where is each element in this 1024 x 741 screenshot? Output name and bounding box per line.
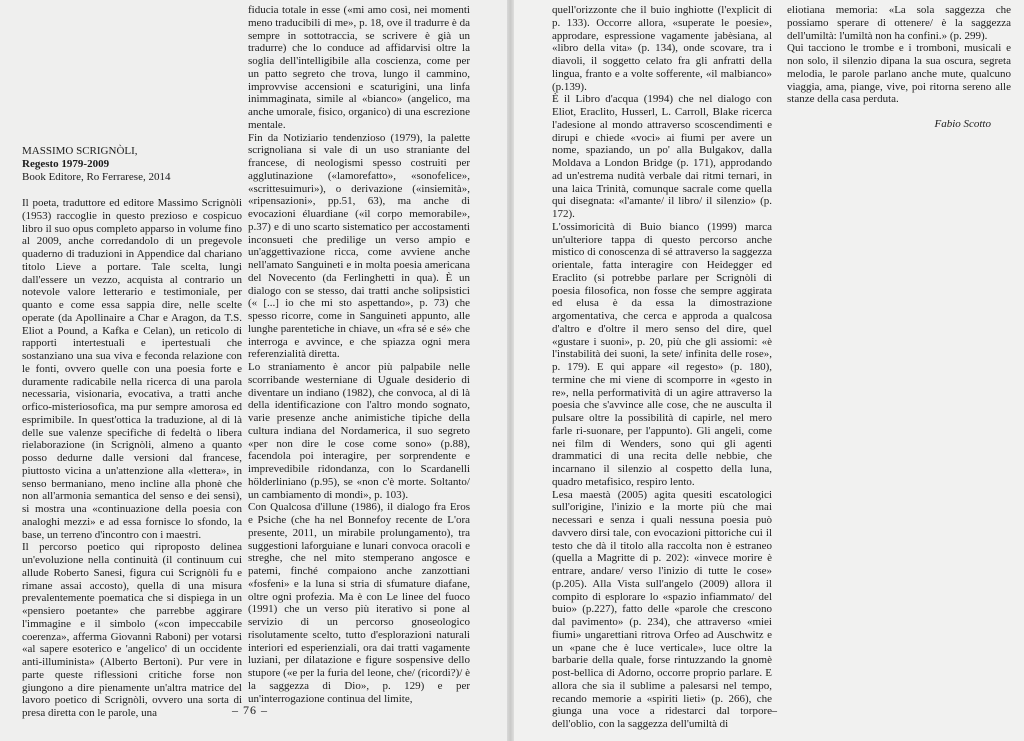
paragraph: fiducia totale in esse («mi amo così, nei momenti meno traducibili di me», p. 18, ove il tradurre è da sempre in sottotraccia, se scrivere è già un tradurre) che lo conduce ad affidarvisi oltre la soglia dell'intelligibile alla coscienza, come per un patto segreto che trova, lungo il cammino, improvvise accensioni e scaturigini, una linfa inimmaginata, simile al «bianco» (angelico, ma anche umorale, fisico, organico) di una escrezione mentale. xyxy=(248,4,470,131)
paragraph: eliotiana memoria: «La sola saggezza che possiamo sperare di ottenere/ è la saggezza dell'umiltà: l'umiltà non ha confini.» (p. 299). xyxy=(787,4,1011,42)
page-number-right: – xyxy=(771,703,778,717)
review-author: MASSIMO SCRIGNÒLI, xyxy=(22,145,138,157)
left-column-2 xyxy=(248,4,470,705)
right-column-1 xyxy=(552,4,772,731)
paragraph: Con Qualcosa d'illune (1986), il dialogo fra Eros e Psiche (che ha nel Bonnefoy recente de L'ora presente, 2011, un mirabile prolungamento), tra suggestioni laforguiane e lunari convoca oracoli e streghe, che nel mito stemperano angosce e patemi, finché compaiono anche zanzottiani «fosfeni» e la luna si stria di sfumature diafane, oltre ogni profezia. Ma è con Le linee del fuoco (1991) che un verso più iterativo si pone al servizio di un percorso gnoseologico risolutamente scelto, tutto d'esplorazioni naturali interiori ed esperienziali, ora dai tratti vagamente luziani, per dilatazione e figure sospensive dello stupore («e per la furia del leone, che/ (ricordi?)/ è la saggezza di Dio», p. 129) e per un'interrogazione continua del limite, xyxy=(248,501,470,705)
left-column-1 xyxy=(22,145,242,720)
review-book-title: Regesto 1979-2009 xyxy=(22,158,110,170)
review-signature: Fabio Scotto xyxy=(934,118,991,130)
paragraph: Qui tacciono le trombe e i tromboni, musicali e non solo, il silenzio dipana la sua oscura, segreta melodia, le parole parlano anche mute, qualcuno viaggia, ama, piange, vive, poi ritorna sereno alle stanze della casa perduta. xyxy=(787,42,1011,106)
page-number-left: – 76 – xyxy=(232,703,268,717)
paragraph: Il poeta, traduttore ed editore Massimo Scrignòli (1953) raccoglie in questo prezioso e cospicuo libro il suo opus completo apparso in volume fino al 2009, anche corredandolo di un pregevole quaderno di traduzioni in Appendice dal chariano titolo Lieve a portare. Tale scelta, lungi dall'essere un vezzo, acquista al contrario un notevole valore letterario e testimoniale, per quanto e come essa sappia dire, nelle scelte operate (da Apollinaire a Char e Aragon, da T.S. Eliot a Pound, a Kafka e Celan), un reticolo di rapporti intertestuali e ipertestuali che sostanziano una sua viva e feconda relazione con le fonti, ovvero quelle con una poesia forte e duramente radicabile nella ricerca di una parola necessaria, visionaria, evocativa, a tratti anche orfico-misteriosofica, ma pur sempre amorosa ed esprimibile. In quest'ottica la traduzione, al di là delle sue valenze specifiche di fedeltà o libera rielaborazione (in Scrignòli, almeno a quanto posso dedurne dalle versioni dal francese, piuttosto vicina a un'attenzione alla «lettera», in senso bermaniano, meno incline alla phonè che non all'armonia semantica del senso e dei sensi), si mostra una «continuazione della poesia con analoghi mezzi» e ad essa fornisce lo sfondo, la base, un terreno d'incontro con i maestri. xyxy=(22,197,242,541)
right-column-2 xyxy=(787,4,1011,131)
paragraph: Il percorso poetico qui riproposto delinea un'evoluzione nella continuità (il continuum cui allude Roberto Sanesi, figura cui Scrignòli fu e rimane assai accosto), quella di una misura prevalentemente poematica che si dispiega in un «pensiero poetante» che parrebbe aggirare l'immagine e il simbolo («con impeccabile coerenza», afferma Giovanni Raboni) per votarsi «al sapere esoterico e 'angelico' di un occidente anti-illuminista» (Alberto Bertoni). Pur vere in parte queste riflessioni critiche forse non giungono a dire pienamente un'altra matrice del lavoro poetico di Scrignòli, ovvero una sorta di presa diretta con le parole, una xyxy=(22,541,242,719)
paragraph: È il Libro d'acqua (1994) che nel dialogo con Eliot, Eraclito, Husserl, L. Carroll, Blake ricerca l'adesione al mondo attraverso scoscendimenti e dirupi e chiede «voci» ai fiumi per avere un nome, spaziando, un po' alla Bulgakov, dalla Moldava a London Bridge (p. 171), approdando ad un'estrema nudità verbale dai ritmi ternari, in una laica Trinità, comunque sacrale come quella qui disegnata: «l'amante/ il libro/ il silenzio» (p. 172). xyxy=(552,93,772,220)
paragraph: Lo straniamento è ancor più palpabile nelle scorribande westerniane di Uguale desiderio di diventare un indiano (1982), che convoca, al di là della identificazione con l'altro mondo sognato, varie presenze anche animistiche tipiche della cultura indiana del Nordamerica, il suo segreto «per non dire le cose come sono» (p.88), facendola poi interagire, per sorprendente e imprevedibile ridondanza, con lo Scardanelli hölderliniano (p.95), se «non c'è morte. Soltanto/ un cambiamento di mondi», p. 103). xyxy=(248,361,470,501)
book-gutter xyxy=(507,0,514,741)
paragraph: L'ossimoricità di Buio bianco (1999) marca un'ulteriore tappa di questo percorso anche mistico di conoscenza di sé attraverso la saggezza orientale, fatta interagire con Heidegger ed Eraclito (si potrebbe parlare per Scrignòli di poesia filosofica, non fosse che sempre aggirata ed elusa è da essa la dimostrazione argomentativa, che cerca e approda a qualcosa d'altro e d'oltre il mero senso del dire, quel «gustare i suoni», p. 20, più che gli assiomi: «è l'instabilità dei suoni, la sete/ infinita delle rose», p. 179). E qui appare «il regesto» (p. 180), termine che mi viene di scomporre in «gesto in re», nella performatività di un agire attraverso la poesia che s'avvince alle cose, che ne ausculta il pulsare oltre la possibilità di capirle, nel mero farle ri-suonare, per l'appunto). Gli angeli, come nei film di Wenders, sono qui gli agenti drammatici di una recita delle nebbie, che incarnano il silenzio al cospetto della luna, quadro metafisico, respiro lento. xyxy=(552,220,772,488)
paragraph: quell'orizzonte che il buio inghiotte (l'explicit di p. 133). Occorre allora, «superate le poesie», approdare, espressione vagamente jabèsiana, al «libro della vita» (p. 134), onde scovare, tra i diavoli, il soggetto celato fra gli anfratti della lingua, franto e a volte sofferente, «il malbianco» (p.139). xyxy=(552,4,772,93)
review-publisher: Book Editore, Ro Ferrarese, 2014 xyxy=(22,171,171,183)
right-page xyxy=(514,0,1024,741)
left-page xyxy=(0,0,507,741)
review-heading xyxy=(22,145,242,184)
paragraph: Fin da Notiziario tendenzioso (1979), la palette scrignoliana si vale di un uso straniante del francese, di neologismi spesso costruiti per agglutinazione («lamorefatto», «sonofelice», «scrittesuimuri»), o derivazione («insiemità», «ripensazioni», pp.51, 63), ma anche di evocazioni éluardiane («il corpo memorabile», p.37) e di uno scarto sistematico per accostamenti inconsueti che predilige un verso ampio e un'aggettivazione ricca, come avviene anche nell'amato Sanguineti e in molta poesia americana del Novecento (da Ferlinghetti in qua). È un dialogo con se stesso, dai tratti anche solipsistici (« [...] io che mi sto aspettando», p. 73) che spesso ricorre, come in Sanguineti appunto, alle lunghe parentetiche in chiave, un «fra sé e sé» che interroga e avvince, e che spiazza ogni mera referenzialità diretta. xyxy=(248,131,470,361)
paragraph: Lesa maestà (2005) agita quesiti escatologici sull'origine, l'inizio e la morte più che mai necessari e senza i quali nessuna poesia può davvero dirsi tale, con evocazioni pittoriche cui il testo che dà il titolo alla raccolta non è estraneo (quella a Magritte di p. 202): «invece morire è entrare, andare/ verso l'inizio di tutte le cose» (p.205). Alla Vista sull'angelo (2009) allora il compito di esplorare lo «spazio infiammato/ del buio» (p.227), fatto delle «parole che crescono dal pavimento» (p. 234), che attraverso «miei fiumi» ungarettiani ritrova Orfeo ad Auschwitz e un «pane che è luce verticale», luce oltre la barbarie della quale, forse rintuzzando la gnomè post-bellica di Adorno, occorre proprio parlare. E allora che sia il sublime a palesarsi nel tempo, recando memorie a «spiriti lieti» (p. 266), che giunga una voce a ridestarci dal torpore dell'oblio, con la saggezza dell'umiltà di xyxy=(552,488,772,730)
